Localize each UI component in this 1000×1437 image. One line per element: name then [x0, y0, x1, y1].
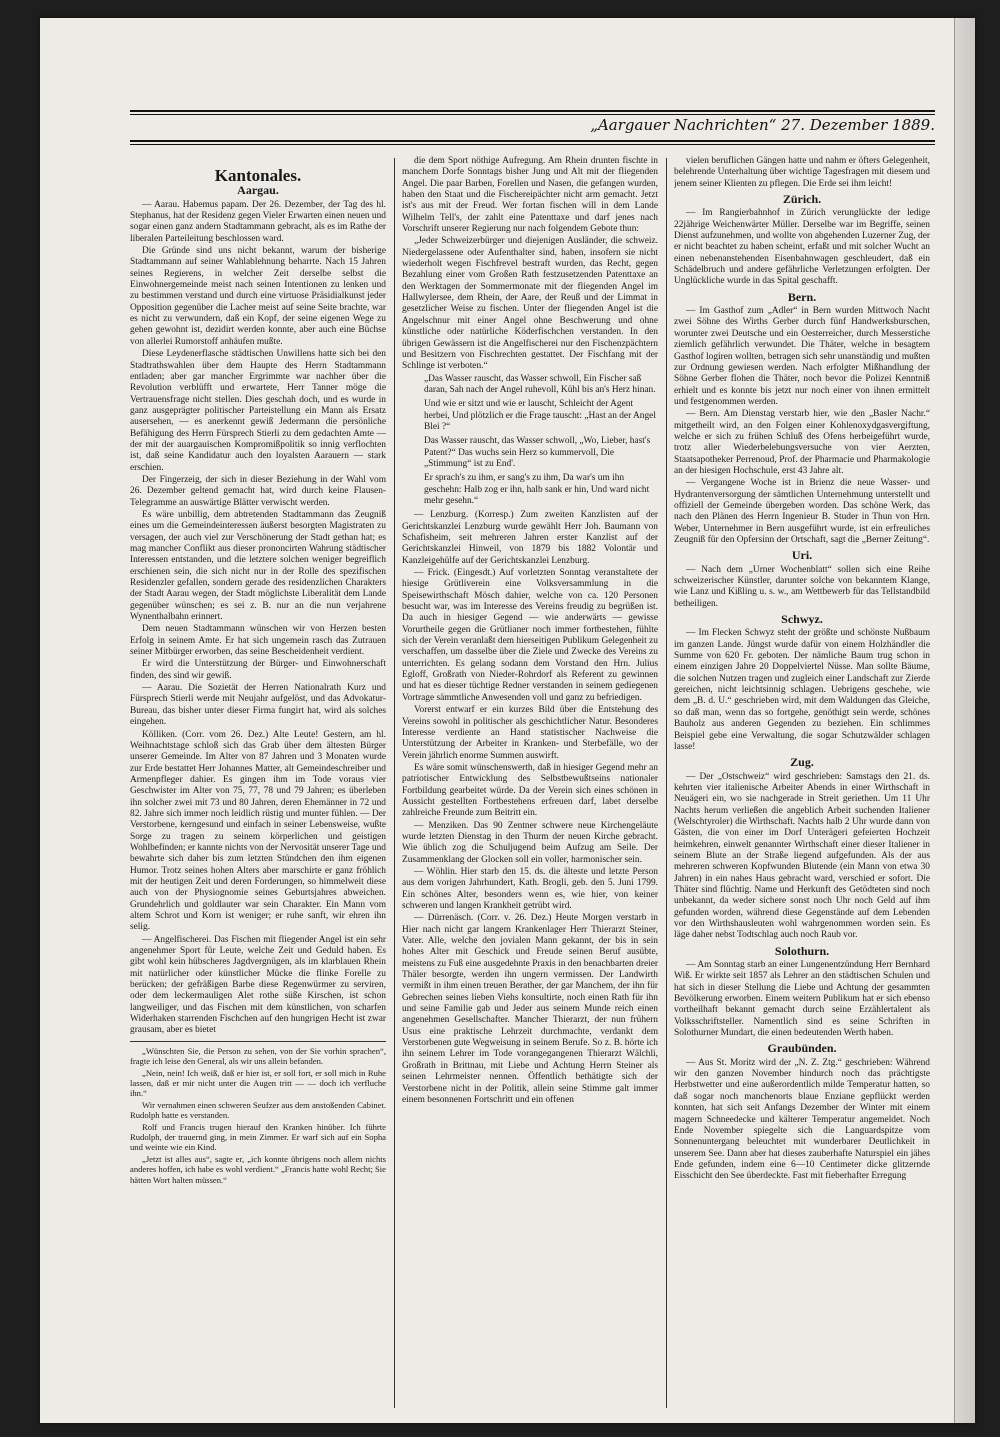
column-separator — [666, 158, 667, 1408]
subheading-zurich: Zürich. — [782, 192, 822, 207]
header-rule-inner — [130, 114, 935, 115]
article-paragraph: vielen beruflichen Gängen hatte und nahm er öfters Gelegenheit, belehrende Unterhaltung über wichtige Tagesfragen mit diesem und jenem seiner Klienten zu pflegen. Die Erde sei ihm leicht! — [674, 156, 930, 189]
subheading-graubuenden: Graubünden. — [767, 1041, 837, 1056]
column-separator — [394, 158, 395, 1408]
article-paragraph: die dem Sport nöthige Aufregung. Am Rhein drunten fischte in manchem Dorfe Sonntags bisher Jung und Alt mit der fliegenden Angel. Die paar Barben, Forellen und Nasen, die gefangen wurden, haben den Staat und die Fischereipächter nicht arm gemacht. Jetzt ist's aus mit der Freud. Wer fortan fischen will in dem Lande Wilhelm Tell's, der zahlt eine Patenttaxe und darf jenes nach Vorschrift unserer Regierung nur nach folgendem Gebote thun: — [402, 156, 658, 235]
article-paragraph: — Angelfischerei. Das Fischen mit fliegender Angel ist ein sehr angenehmer Sport für Leute, welche Zeit und Geduld haben. Es gibt wohl kein hübscheres Jagdvergnügen, als im klarblauen Rhein mit natürlicher oder künstlicher Mücke die flinke Forelle zu berücken; der gefräßigen Barbe diese Regenwürmer zu serviren, oder dem leckermauligen Alet rothe süße Kirschen, ist schon langweiliger, und das Fischen mit dem künstlichen, von scharfen Widerhaken starrenden Fischchen auf den hungrigen Hecht ist zwar grausam, aber es bietet — [130, 934, 386, 1036]
article-paragraph: Dem neuen Stadtammann wünschen wir von Herzen besten Erfolg in seinem Amte. Er hat sich ungemein rasch das Zutrauen seiner Mitbürger erworben, das seine Bescheidenheit verdient. — [130, 624, 386, 658]
feuilleton-paragraph: „Jetzt ist alles aus“, sagte er, „ich konnte übrigens noch allem nichts anderes hoffen, ich habe es wohl verdient.“ „Francis hatte wohl Recht; Sie hätten Wort halten müssen.“ — [130, 1153, 386, 1185]
article-paragraph: — Nach dem „Urner Wochenblatt“ sollen sich eine Reihe schweizerischer Künstler, darunter solche von bekanntem Klange, wie Lanz und Kißling u. s. w., am Wettbewerb für das Tellstandbild betheiligen. — [674, 564, 930, 609]
subheading-bern: Bern. — [787, 289, 817, 304]
poem-stanza: „Das Wasser rauscht, das Wasser schwoll, Ein Fischer saß daran, Sah nach der Angel ruhevoll, Kühl bis an's Herz hinan. — [424, 373, 656, 395]
poem-stanza: Das Wasser rauscht, das Wasser schwoll, „Wo, Lieber, hast's Patent?“ Das wuchs sein Herz so kummervoll, Die „Stimmung“ ist zu End'. — [424, 436, 651, 469]
article-paragraph: Es wäre somit wünschenswerth, daß in hiesiger Gegend mehr an patriotischer Entwicklung des Selbstbewußtseins nationaler Fortbildung gearbeitet würde. Da der Verein sich eines schönen in Aussicht gestellten Fortbestehens erfreuen darf, labet derselbe zahlreiche Freunde zum Beitritt ein. — [402, 762, 658, 819]
subheading-zug: Zug. — [790, 755, 814, 770]
column-1 — [130, 156, 386, 1411]
article-paragraph: — Menziken. Das 90 Zentner schwere neue Kirchengeläute wurde letzten Dienstag in den Thurm der neuen Kirche gebracht. Wie üblich zog die Schuljugend beim Aufzug am Seile. Der Zusammenklang der Glocken soll ein voller, harmonischer sein. — [402, 820, 658, 865]
article-paragraph: — Frick. (Eingesdt.) Auf vorletzten Sonntag veranstaltete der hiesige Grütliverein eine Volksversammlung in die Speisewirthschaft Mösch dahier, welche von ca. 120 Personen besucht war, was im Interesse des Vereins freudig zu begrüßen ist. Da auch in hiesiger Gegend — wie anderwärts — gewisse Vorurtheile gegen die Grütlianer noch immer fortbestehen, fühlte sich der Verein veranlaßt dem hierseitigen Publikum Gelegenheit zu verschaffen, um dasselbe über die Ziele und Zwecke des Vereins zu unterrichten. Es gelang sodann dem Vorstand den Hrn. Julius Egloff, Großrath von Nieder-Rohrdorf als Referent zu gewinnen und hat es dieser tüchtige Redner verstanden in seinem gediegenen Vortrage sämmtliche Anwesenden voll und ganz zu befriedigen. — [402, 568, 658, 703]
article-paragraph: — Im Gasthof zum „Adler“ in Bern wurden Mittwoch Nacht zwei Söhne des Wirths Gerber durch fünf Handwerksburschen, worunter zwei Deutsche und ein Oesterreicher, durch Messerstiche ziemlich gefährlich verwundet. Die Thäter, welche in besagtem Gasthof logiren wollten, betragen sich sehr unanständig und mußten zur Ordnung gewiesen werden. Nach erfolgter Mißhandlung der Söhne Gerber flohen die Thäter, noch bevor die Polizei Kenntniß erhielt und es konnte bis jetzt nur noch einer von ihnen ermittelt und festgenommen werden. — [674, 306, 930, 407]
newspaper-page — [40, 18, 975, 1423]
feuilleton-paragraph: „Wünschten Sie, die Person zu sehen, von der Sie vorhin sprachen“, fragte ich leise den General, als wir uns allein befanden. — [130, 1045, 386, 1067]
header-rule-top — [130, 110, 935, 112]
feuilleton-paragraph: „Nein, nein! Ich weiß, daß er hier ist, er soll fort, er soll mich in Ruhe lassen, daß er mir nicht unter die Augen tritt — — doch ich verfluche ihn.“ — [130, 1067, 386, 1099]
article-paragraph: — Vergangene Woche ist in Brienz die neue Wasser- und Hydrantenversorgung der sämtlichen Unternehmung unterstellt und offiziell der Gemeinde übergeben worden. Das schöne Werk, das nach den Plänen des Herrn Ingenieur B. Studer in Thun von Hrn. Weber, Unternehmer in Bern ausgeführt wurde, ist ein erfreuliches Zeugniß für den Opfersinn der Ortschaft, sagt die „Berner Zeitung“. — [674, 478, 930, 545]
header-rule-bottom — [130, 140, 935, 142]
article-paragraph: — Im Rangierbahnhof in Zürich verunglückte der ledige 22jährige Weichenwärter Müller. Derselbe war im Begriffe, seinen Dienst aufzunehmen, und wollte von abgehenden Luzerner Zug, der er nicht beachtet zu haben scheint, erfaßt und mit solcher Wucht an einen nebenanstehenden Eisenbahnwagen geschleudert, daß ein Schädelbruch und andere gefährliche Verletzungen erfolgten. Der Unglückliche wurde in das Spital geschafft. — [674, 208, 930, 287]
article-paragraph: — Aarau. Die Sozietät der Herren Nationalrath Kurz und Fürsprech Stierli werde mit Neujahr aufgelöst, und das Advokatur-Bureau, das bisher unter dieser Firma fungirt hat, wird als solches eingehen. — [130, 683, 386, 728]
article-paragraph: Diese Leydenerflasche städtischen Unwillens hatte sich bei den Stadtrathswahlen über dem Haupte des Herrn Stadtammann entladen; aber gar mancher Ergrimmte war nachher über die Revolution verblüfft und erwartete, Herr Tanner möge die Vertrauensfrage nicht stellen. Dies geschah doch, und es wurde in ganz ausgeprägter politischer Parteistellung ein Mann als Ersatz ausersehen, — es anerkennt gewiß Jedermann die persönliche Befähigung des Herrn Fürsprech Stierli zu dem gedachten Amte — der mit der auargauischen Kompromißpolitik so innig verflochten ist, daß seine Kandidatur auch den loyalsten Aarauern — stark erschien. — [130, 349, 386, 473]
article-paragraph: — Am Sonntag starb an einer Lungenentzündung Herr Bernhard Wiß. Er wirkte seit 1857 als Lehrer an den städtischen Schulen und hat sich in dieser Stellung die Liebe und Achtung der gesammten Bevölkerung erworben. Einem weitern Publikum hat er sich ebenso vortheilhaft bekannt gemacht durch seine Erzählertalent als Volksschriftsteller. Namentlich sind es seine Schriften in Solothurner Mundart, die einen bedeutenden Werth haben. — [674, 960, 930, 1039]
feuilleton-divider — [130, 1041, 386, 1042]
article-paragraph: „Jeder Schweizerbürger und diejenigen Ausländer, die schweiz. Niedergelassene oder Aufenthalter sind, haben, insofern sie nicht wiederholt wegen Fischfrevel bestraft wurden, das Recht, gegen Bezahlung einer vom Großen Rath festzusetzenden Patenttaxe an den Werktagen der Sommermonate mit der fliegenden Angel im Hallwylersee, dem Rhein, der Aare, der Reuß und der Limmat in gesetzlicher Weise zu fischen. Unter der fliegenden Angel ist die Angelschnur mit einer Angel ohne Beschwerung und ohne künstliche oder natürliche Köderfischchen verstanden. In den übrigen Gewässern ist die Angelfischerei nur den Fischenzpächtern und Besitzern von Fischrechten gestattet. Der Fischfang mit der Schlinge ist verboten.“ — [402, 236, 658, 372]
subheading-schwyz: Schwyz. — [781, 612, 823, 627]
article-paragraph: — Der „Ostschweiz“ wird geschrieben: Samstags den 21. ds. kehrten vier italienische Arbeiter Abends in einer Wirthschaft in Neuägeri ein, wo sie nachgerade in Streit geriethen. Um 11 Uhr Nachts herum verließen die angeblich Arbeit suchenden Italiener (Welschtyroler) die Wirthschaft. Nachts halb 2 Uhr wurde dann von Gästen, die von einer im Dorf Unterägeri gefeierten Hochzeit heimkehren, einwelt genannter Wirthschaft einer dieser Italiener in seinem Blute an der Straße liegend aufgefunden. Als der aus mehreren schweren Kopfwunden Blutende (ein Mann von etwa 30 Jahren) in ein nahes Haus gebracht ward, verschied er sofort. Die Thäter sind flüchtig. Name und Herkunft des Getödteten sind noch unbekannt, da weder sichere sonst noch Uhr noch Geld auf ihm gefunden worden, während diese Gegenstände auf dem Lebenden vor den Wirthshausleuten wohl wahrgenommen worden sein. Es läge daher nebst Todtschlag auch noch Raub vor. — [674, 771, 930, 941]
article-paragraph: — Im Flecken Schwyz steht der größte und schönste Nußbaum im ganzen Lande. Jüngst wurde dafür von einem Holzhändler die Summe von 620 Fr. geboten. Der nämliche Baum trug schon in einem einzigen Jahre 20 Doppelviertel Nüsse. Man sollte Bäume, die solchen Nutzen tragen und zugleich einer Landschaft zur Zierde gereichen, nicht leichtsinnig schlagen. Uebrigens geschehe, wie dem „B. d. U.“ geschrieben wird, mit dem Waldungen das Gleiche, so daß man, wenn das so fortgehe, genöthigt sein werde, schönes Bauholz aus anderen Gegenden zu beziehen. Ein schlimmes Beispiel gebe eine Verwaltung, die sogar Schutzwälder schlagen lasse! — [674, 628, 930, 752]
article-paragraph: Der Fingerzeig, der sich in dieser Beziehung in der Wahl vom 26. Dezember geltend gemacht hat, wird durch keine Flausen-Telegramme an auswärtige Blätter verwischt werden. — [130, 474, 386, 508]
article-paragraph: Vorerst entwarf er ein kurzes Bild über die Entstehung des Vereins sowohl in politischer als geschichtlicher Natur. Besonderes Interesse verdiente an Hand statistischer Nachweise die Unterstützung der Arbeiter in Kranken- und Sterbefälle, wo der Verein jährlich enorme Summen auswirft. — [402, 705, 658, 761]
feuilleton-paragraph: Wir vernahmen einen schweren Seufzer aus dem anstoßenden Cabinet. Rudolph hatte es verstanden. — [130, 1099, 386, 1121]
article-paragraph: Es wäre unbillig, dem abtretenden Stadtammann das Zeugniß eines um die Gemeindeinteressen äußerst besorgten Magistraten zu versagen, der auch viel zur Verschönerung der Stadt gethan hat; es mag mancher Conflikt aus dieser prononcirten Wahrung städtischer Interessen entstanden, und die letztere solchen weniger begreiflich erschienen sein, die sich nicht nur in der Rolle des spezifischen Residenzler gefallen, sondern gerade des residenzlichen Charakters der Stadt Aarau wegen, der Stadt möglichste Liberalität dem Lande gegenüber wünschen; es sei z. B. nur an die nun verjahrene Wynenthalbahn erinnert. — [130, 509, 386, 623]
masthead-date-line: „Aargauer Nachrichten“ 27. Dezember 1889. — [590, 116, 935, 134]
feuilleton-paragraph: Rolf und Francis trugen hierauf den Kranken hinüber. Ich führte Rudolph, der trauernd ging, in mein Zimmer. Er warf sich auf ein Sopha und weinte wie ein Kind. — [130, 1121, 386, 1153]
article-paragraph: — Wöhlin. Hier starb den 15. ds. die älteste und letzte Person aus dem vorigen Jahrhundert, Kath. Brogli, geb. den 5. Juni 1799. Ein schönes Alter, besonders wenn es, wie hier, von keiner schweren und langen Krankheit getrübt wird. — [402, 866, 658, 911]
subheading-uri: Uri. — [791, 548, 813, 563]
subheading-solothurn: Solothurn. — [774, 943, 830, 958]
subheading-aargau: Aargau. — [237, 183, 279, 198]
article-paragraph: Kölliken. (Corr. vom 26. Dez.) Alte Leute! Gestern, am hl. Weihnachtstage schloß sich das Grab über dem ältesten Bürger unserer Gemeinde. Im Alter von 87 Jahren und 3 Monaten wurde zur Erde bestattet Herr Johannes Matter, alt Gemeindeschreiber und Armenpfleger dahier. Es gingen ihm im Tode voraus vier Geschwister im Alter von 75, 77, 78 und 79 Jahren; es überleben ihn solcher zwei mit 73 und 80 Jahren, deren Ehemänner in 72 und 82. Jahre sich immer noch leidlich rüstig und munter fühlen. — Der Verstorbene, kerngesund und einfach in seiner Lebensweise, wußte Sorge zu tragen zu seinem körperlichen und geistigen Wohlbefinden; er kannte nichts von der Nervosität unserer Tage und bewahrte sich daher bis zum letzten Stündchen den ihm eigenen Humor. Trotz seines hohen Alters aber marschirte er ganz fröhlich mit der heutigen Zeit und deren Forderungen, so himmelweit diese auch von der Physiognomie seines Geburtsjahres abweichen. Grundehrlich und goldlauter war sein Charakter. Ein Mann vom altem Schrot und Korn ist weniger; er ruhe sanft, wir ehren ihn selig. — [130, 729, 386, 933]
article-paragraph: — Dürrenäsch. (Corr. v. 26. Dez.) Heute Morgen verstarb in Hier nach nicht gar langem Krankenlager Herr Thierarzt Steiner, Vater. Alle, welche den jovialen Mann gekannt, der bis in sein hohes Alter mit Geschick und Freude seinen Beruf ausübte, meistens zu Fuß eine ausgedehnte Praxis in den benachbarten dreier Thäler besorgte, werden ihn ungern vermissen. Der Landwirth vermißt in ihm einen treuen Berather, der gar Manchem, der ihn für Gebrechen seines lieben Viehs konsultirte, noch einen Rath für ihn und seine Familie gab und Jeder aus seinem Munde reich einen angenehmen Gesellschafter. Mancher Thierarzt, der nun frühern Usus eine praktische Lehrzeit durchmachte, verdankt dem Verstorbenen gute Wegweisung in seinem Berufe. So z. B. hörte ich ihn seinem Lehrer im Tode vorangegangenen Thierarzt Wälchli, Großrath in Brittnau, mit Liebe und Achtung Herrn Steiner als seinen Lehrmeister nennen. Öffentlich bethätigte sich der Verstorbene nicht in der Politik, allein seine Stimme galt immer einem besonnenen Fortschritt und ein offenen — [402, 913, 658, 1105]
article-paragraph: — Aarau. Habemus papam. Der 26. Dezember, der Tag des hl. Stephanus, hat der Residenz gegen Vieler Erwarten einen neuen und sogar einen ganz andern Stadtammann gebracht, als es im Rathe der liberalen Parteileitung beschlossen ward. — [130, 199, 386, 244]
article-paragraph: — Bern. Am Dienstag verstarb hier, wie den „Basler Nachr.“ mitgetheilt wird, an den Folgen einer Kohlenoxydgasvergiftung, welche er sich zu frühen Schluß des Ofens herbeigeführt wurde, trotz aller Wiederbelebungsversuche von vier Aerzten, Staatsapotheker Perrenoud, Prof. der Pharmacie und Pharmakologie an der hiesigen Hochschule, erst 43 Jahre alt. — [674, 409, 930, 476]
section-heading-kantonales: Kantonales. — [214, 166, 302, 185]
header-rule-bottom-inner — [130, 144, 935, 145]
poem-stanza: Er sprach's zu ihm, er sang's zu ihm, Da war's um ihn geschehn: Halb zog er ihn, halb sank er hin, Und ward nicht mehr gesehn.“ — [424, 473, 650, 506]
article-paragraph: Die Gründe sind uns nicht bekannt, warum der bisherige Stadtammann auf seiner Wahlablehnung beharrte. Nach 15 Jahren seines Regierens, in welcher Zeit derselbe selbst die Einwohnergemeinde meist nach seinen Intentionen zu lenken und zu bestimmen verstand und durch eine virtuose Präsidialkunst jeder Opposition gegenüber die Lacher meist auf seine Seite brachte, war es nicht zu verwundern, daß ein Kopf, der seine eigenen Wege zu gehen gewohnt ist, dezidirt werden konnte, aber auch eine Büchse von allerlei Rumorstoff anhäufen mußte. — [130, 246, 386, 347]
article-paragraph: — Lenzburg. (Korresp.) Zum zweiten Kanzlisten auf der Gerichtskanzlei Lenzburg wurde gewählt Herr Joh. Baumann von Schafisheim, seit mehreren Jahren erster Kanzlist auf der Gerichtskanzlei Hinweil, von 1879 bis 1882 Volontär und Kanzleigehülfe auf der Gerichtskanzlei Lenzburg. — [402, 510, 658, 566]
column-2 — [402, 156, 658, 1411]
poem-stanza: Und wie er sitzt und wie er lauscht, Schleicht der Agent herbei, Und plötzlich er die Frage tauscht: „Hast an der Angel Blei ?“ — [424, 399, 656, 432]
article-paragraph: Er wird die Unterstützung der Bürger- und Einwohnerschaft finden, des sind wir gewiß. — [130, 659, 386, 681]
column-3 — [674, 156, 930, 1411]
article-paragraph: — Aus St. Moritz wird der „N. Z. Ztg.“ geschrieben: Während wir den ganzen November hindurch noch das prächtigste Herbstwetter und eine außerordentlich milde Temperatur hatten, so daß sogar noch manchenorts blaue Enziane gepflückt werden konnten, hat sich seit Anfangs Dezember der Winter mit einem magern Schneedecke und kälterer Temperatur angemeldet. Noch Ende November spiegelte sich die Languardspitze vom Sonnenuntergang beleuchtet mit wunderbarer Deutlichkeit in unserem See. Dann aber hat dieses zauberhafte Naturspiel ein jähes Ende gefunden, indem eine 6—10 Centimeter dicke glitzernde Eisschicht den See überdeckte. Fast mit fieberhafter Erregung — [674, 1057, 930, 1182]
